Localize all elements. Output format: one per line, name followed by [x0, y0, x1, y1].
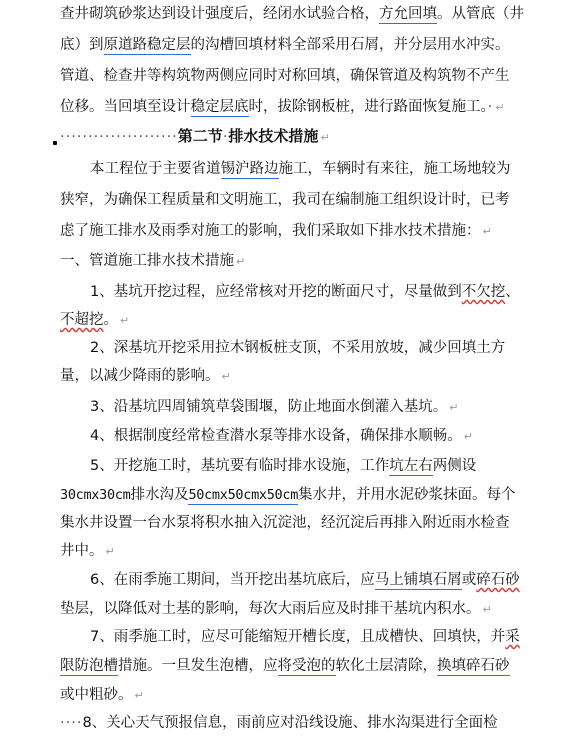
- section-heading: 排水技术措施: [228, 127, 319, 145]
- text-line: [0, 483, 570, 507]
- text-line: [0, 454, 570, 478]
- text-run: 。: [103, 312, 118, 328]
- grammar-underlined-text: 50cmx50cmx50cm: [188, 487, 299, 503]
- text-run: 集水井，并用水泥砂浆抹面。每个: [298, 487, 516, 503]
- paragraph-mark-icon: ↵: [221, 370, 231, 383]
- text-line: [0, 395, 570, 419]
- paragraph-mark-icon: ↵: [463, 430, 473, 443]
- text-line: [0, 308, 570, 332]
- space-marker-dots: ·: [222, 129, 229, 145]
- spelling-underlined-text: 不欠挖: [461, 284, 506, 300]
- grammar-underlined-text: 坑左右: [389, 458, 433, 474]
- text-line: [0, 188, 570, 212]
- paragraph-mark-icon: ↵: [105, 545, 115, 558]
- space-marker-dots: ·····················: [60, 129, 178, 145]
- text-line: [0, 711, 570, 735]
- text-line: [0, 124, 570, 148]
- grammar-underlined-text: 方允回填: [379, 6, 437, 22]
- paragraph-mark-icon: ↵: [495, 101, 505, 114]
- grammar-underlined-text: 马上铺填石屑: [374, 572, 462, 588]
- section-heading: 第二节: [177, 127, 223, 145]
- text-run: 7、雨季施工时，应尽可能缩短开槽长度，且成槽快、回填快，并: [90, 629, 506, 645]
- text-line: [0, 511, 570, 535]
- space-marker-dots: ·: [487, 99, 494, 115]
- text-line: [0, 2, 570, 26]
- text-run: 3、沿基坑四周铺筑草袋围堰，防止地面水倒灌入基坑。: [90, 399, 448, 415]
- text-run: 的沟槽回填材料全部采用石屑，并分层用水冲实。: [190, 37, 510, 53]
- text-line: [0, 33, 570, 57]
- text-line: [0, 336, 570, 360]
- grammar-underlined-text: 锡沪路边: [220, 161, 279, 177]
- text-run: 两侧设: [432, 458, 477, 474]
- text-run: 本工程位于主要省道: [90, 161, 221, 177]
- grammar-underlined-text: 将受泡的: [277, 658, 336, 674]
- spelling-underlined-text: 采: [505, 629, 520, 645]
- spelling-underlined-text: 不超挖: [60, 312, 104, 328]
- text-run: 或: [461, 572, 477, 588]
- text-line: [0, 597, 570, 621]
- text-run: 8、关心天气预报信息，雨前应对沿线设施、排水沟渠进行全面检: [82, 715, 498, 731]
- text-line: [0, 64, 570, 88]
- text-run: 施工，车辆时有来往，施工场地较为: [278, 161, 511, 177]
- text-run: 量，以减少降雨的影响。: [60, 368, 220, 384]
- text-line: [0, 654, 570, 678]
- text-run: 排水沟及: [130, 487, 189, 503]
- text-run: 垫层，以降低对土基的影响，每次大雨后应及时排干基坑内积水。: [60, 601, 481, 617]
- text-run: 或中粗砂。: [60, 687, 133, 703]
- text-line: [0, 249, 570, 273]
- grammar-underlined-text: 换填碎石砂: [437, 658, 510, 674]
- text-run: 管道、检查井等构筑物两侧应同时对称回填，确保管道及构筑物不产生: [60, 68, 510, 84]
- text-run: 。从管底（井: [437, 6, 524, 22]
- text-line: [0, 364, 570, 388]
- text-run: 软化土层清除，: [335, 658, 437, 674]
- paragraph-mark-icon: ↵: [236, 255, 246, 268]
- grammar-underlined-text: 稳定层底: [190, 99, 249, 115]
- text-run: 6、在雨季施工期间，当开挖出基坑底后，应: [90, 572, 375, 588]
- space-marker-dots: ····: [60, 715, 83, 731]
- text-line: [0, 95, 570, 119]
- paragraph-mark-icon: ↵: [134, 689, 144, 702]
- text-line: [0, 539, 570, 563]
- text-run: 时，拔除钢板桩，进行路面恢复施工。: [248, 99, 488, 115]
- text-run: 位移。当回填至设计: [60, 99, 191, 115]
- text-line: [0, 683, 570, 707]
- paragraph-mark-icon: ↵: [482, 603, 492, 616]
- grammar-underlined-text: 原道路稳定层: [103, 37, 191, 53]
- text-line: [0, 280, 570, 304]
- text-run: 查井砌筑砂浆达到设计强度后，经闭水试验合格，: [60, 6, 379, 22]
- text-run: 4、根据制度经常检查潜水泵等排水设备，确保排水顺畅。: [90, 428, 462, 444]
- text-line: [0, 219, 570, 243]
- text-run: 一、管道施工排水技术措施: [60, 253, 234, 269]
- grammar-underlined-text: 限防泡槽: [60, 658, 118, 674]
- text-run: 虑了施工排水及雨季对施工的影响，我们采取如下排水技术措施：: [60, 223, 481, 239]
- text-run: 30cmx30cm: [60, 487, 131, 503]
- paragraph-mark-icon: ↵: [120, 314, 130, 327]
- text-run: 井中。: [60, 543, 104, 559]
- text-run: 5、开挖施工时，基坑要有临时排水设施，工作: [90, 458, 390, 474]
- text-run: 措施。一旦发生泡槽，应: [118, 658, 278, 674]
- text-run: 1、基坑开挖过程，应经常核对开挖的断面尺寸，尽量做到: [90, 284, 462, 300]
- spelling-underlined-text: 碎石砂: [476, 572, 520, 588]
- paragraph-mark-icon: ↵: [482, 225, 492, 238]
- text-run: 、: [505, 284, 520, 300]
- text-line: [0, 157, 570, 181]
- text-run: 底）到: [60, 37, 104, 53]
- text-line: [0, 424, 570, 448]
- text-run: 狭窄，为确保工程质量和文明施工，我司在编制施工组织设计时，已考: [60, 192, 510, 208]
- text-run: 2、深基坑开挖采用拉木钢板桩支顶，不采用放坡，减少回填土方: [90, 340, 506, 356]
- paragraph-mark-icon: ↵: [449, 401, 459, 414]
- text-line: [0, 568, 570, 592]
- paragraph-mark-icon: ↵: [320, 131, 330, 144]
- text-run: 集水井设置一台水泵将积水抽入沉淀池，经沉淀后再排入附近雨水检查: [60, 515, 510, 531]
- text-line: [0, 625, 570, 649]
